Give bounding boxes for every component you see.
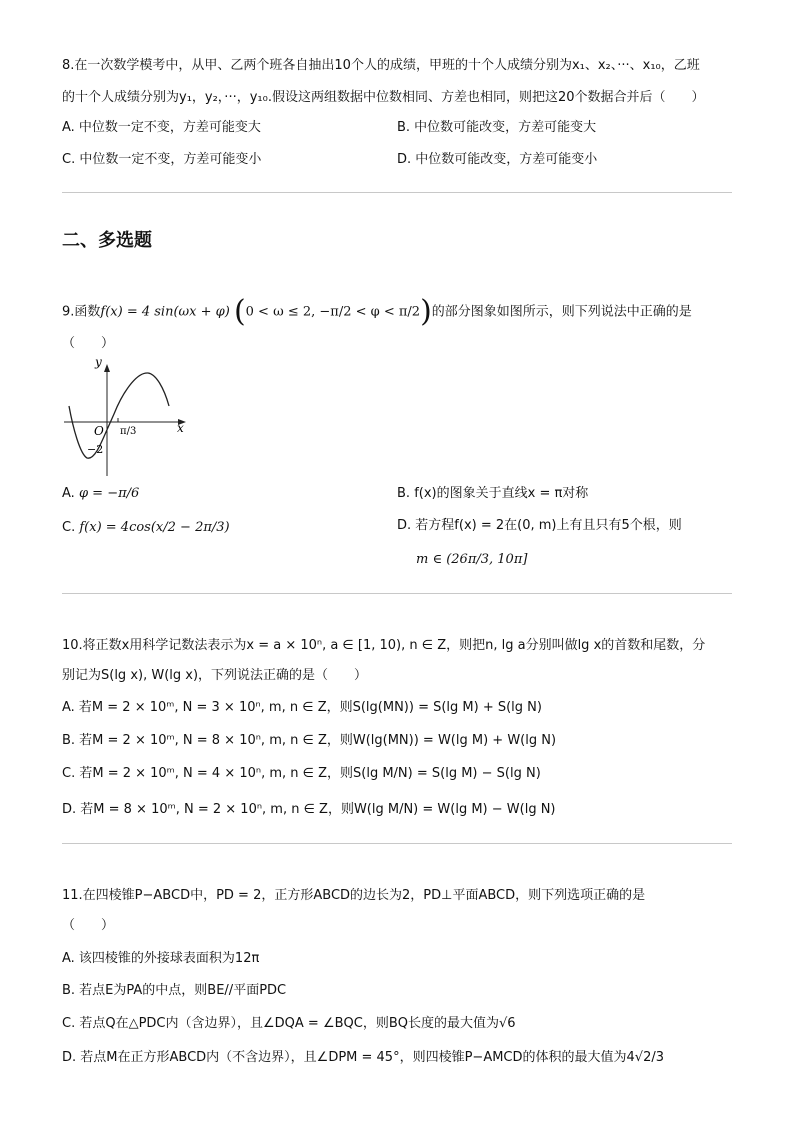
q9-option-c-math: f(x) = 4cos(x/2 − 2π/3) <box>79 520 230 535</box>
q11-option-c: C. 若点Q在△PDC内（含边界），且∠DQA = ∠BQC，则BQ长度的最大值为√6 <box>62 1016 516 1031</box>
q9-option-d-range <box>416 550 527 570</box>
y-axis-label: y <box>95 356 102 369</box>
q9-option-b-text: f(x)的图象关于直线x = π对称 <box>414 486 589 501</box>
q9-option-a: A. φ = −π/6 <box>62 486 140 501</box>
q11-option-a: A. 该四棱锥的外接球表面积为12π <box>62 951 260 966</box>
q8-stem-line2: 的十个人成绩分别为y₁，y₂，···，y₁₀.假设这两组数据中位数相同、方差也相同，则把这20个数据合并后（ ） <box>62 90 705 105</box>
divider <box>62 843 732 844</box>
q8-option-d: D. 中位数可能改变，方差可能变小 <box>397 152 598 167</box>
q9-function: f(x) = 4 sin(ωx + φ) <box>100 304 230 320</box>
q10-option-b: B. 若M = 2 × 10ᵐ, N = 8 × 10ⁿ, m, n ∈ Z，则W(lg(MN)) = W(lg M) + W(lg N) <box>62 733 557 748</box>
q9-option-c: C. f(x) = 4cos(x/2 − 2π/3) <box>62 520 230 535</box>
q11-option-b: B. 若点E为PA的中点，则BE//平面PDC <box>62 983 287 998</box>
q10-option-a: A. 若M = 2 × 10ᵐ, N = 3 × 10ⁿ, m, n ∈ Z，则S(lg(MN)) = S(lg M) + S(lg N) <box>62 700 542 715</box>
section-title: 二、多选题 <box>62 230 152 251</box>
q8-stem-line1: 8.在一次数学模考中，从甲、乙两个班各自抽出10个人的成绩，甲班的十个人成绩分别为x₁、x₂、···、x₁₀，乙班 <box>62 58 700 73</box>
q8-option-b: B. 中位数可能改变，方差可能变大 <box>397 120 597 135</box>
q9-option-d-math: m ∈ (26π/3, 10π] <box>416 552 528 567</box>
q9-suffix: 的部分图象如图所示，则下列说法中正确的是 <box>431 304 692 320</box>
q11-option-d: D. 若点M在正方形ABCD内（不含边界），且∠DPM = 45°，则四棱锥P−AMCD的体积的最大值为4√2/3 <box>62 1050 664 1065</box>
q9-option-d-text: 若方程f(x) = 2在(0, m)上有且只有5个根，则 <box>415 518 682 533</box>
y-tick-label: −2 <box>87 443 104 456</box>
q9-answer-paren: （ ） <box>62 336 115 351</box>
q10-option-c: C. 若M = 2 × 10ᵐ, N = 4 × 10ⁿ, m, n ∈ Z，则S(lg M/N) = S(lg M) − S(lg N) <box>62 766 541 781</box>
q9-prefix: 9.函数 <box>62 304 101 320</box>
q11-answer-paren: （ ） <box>62 918 115 933</box>
origin-label: O <box>94 424 104 438</box>
y-axis-arrow-icon <box>104 364 110 372</box>
divider <box>62 192 732 193</box>
q9-condition: 0 < ω ≤ 2, −π/2 < φ < π/2 <box>245 304 421 320</box>
x-tick-label: π/3 <box>120 426 137 437</box>
x-axis-label: x <box>177 421 184 435</box>
q9-option-b: B. f(x)的图象关于直线x = π对称 <box>397 486 589 501</box>
q9-option-a-math: φ = −π/6 <box>78 486 140 501</box>
q10-stem-line1: 10.将正数x用科学记数法表示为x = a × 10ⁿ, a ∈ [1, 10), n ∈ Z，则把n, lg a分别叫做lg x的首数和尾数，分 <box>62 638 706 653</box>
q8-option-a: A. 中位数一定不变，方差可能变大 <box>62 120 261 135</box>
q10-option-d: D. 若M = 8 × 10ᵐ, N = 2 × 10ⁿ, m, n ∈ Z，则W(lg M/N) = W(lg M) − W(lg N) <box>62 802 556 817</box>
sine-curve <box>69 373 169 458</box>
q9-option-d: D. 若方程f(x) = 2在(0, m)上有且只有5个根，则 <box>397 518 682 533</box>
q8-option-c: C. 中位数一定不变，方差可能变小 <box>62 152 262 167</box>
divider <box>62 593 732 594</box>
q9-stem: 9.函数f(x) = 4 sin(ωx + φ) (0 < ω ≤ 2, −π/2 < φ < π/2)的部分图象如图所示，则下列说法中正确的是 <box>62 294 692 329</box>
q10-stem-line2: 别记为S(lg x), W(lg x)，下列说法正确的是（ ） <box>62 668 368 683</box>
q9-function-graph <box>60 356 195 478</box>
q11-stem: 11.在四棱锥P−ABCD中，PD = 2，正方形ABCD的边长为2，PD⊥平面ABCD，则下列选项正确的是 <box>62 888 646 903</box>
